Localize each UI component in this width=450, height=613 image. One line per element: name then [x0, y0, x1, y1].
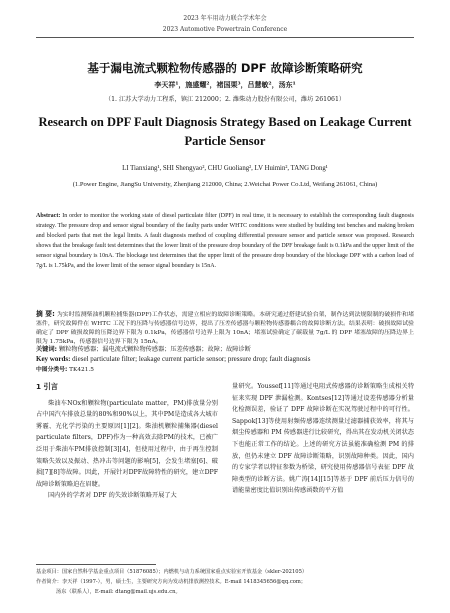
clc-value: TK421.5: [69, 367, 94, 373]
chinese-abstract-label: 摘 要:: [36, 310, 55, 318]
chinese-keywords-text: 颗粒物传感器；漏电流式颗粒物传感器；压差传感器；故障；故障诊断: [59, 346, 251, 353]
intro-paragraph: 柴油车NOx和颗粒物(particulate matter，PM)排放量分别占中国汽车排放总量的80%和90%以上，其中PM是造成各大城市雾霾、光化学污染的主要原因[1][2]。柴油机颗粒捕集器(diesel particulate filters，DPF)作为一种高效去除PM的技术，已被广泛用于柴油车PM排放控制[3][4]，但使用过程中，由于再生控制策略失效以及振动、热冲击等问题的影响[5]，会发生堵塞[6]、破损[7][8]等故障。因此，开展针对DPF故障特性的研究，建立DPF故障诊断策略迫在眉睫。: [36, 399, 218, 488]
clc-label: 中图分类号:: [36, 367, 68, 373]
body-column-right: [232, 381, 414, 497]
intro-paragraph: 国内外的学者对 DPF 的失效诊断策略开展了大: [48, 492, 177, 500]
footnote-rule: [36, 564, 156, 565]
clc-number: [36, 366, 414, 375]
section-heading-intro: 1 引言: [36, 382, 58, 391]
chinese-authors: 李天祥¹，施盛耀²，褚国栗³，吕慧敏²，汤东¹: [154, 80, 296, 89]
english-abstract-label: Abstract:: [36, 213, 61, 219]
footnote-author: 作者简介：李天祥（1997-），男，硕士生，主要研究方向为发动机排放测控技术。E-mail 1418345656@qq.com；: [36, 579, 306, 585]
chinese-keywords-label: 关键词:: [36, 346, 58, 353]
chinese-keywords: [36, 345, 414, 354]
english-keywords: [36, 355, 414, 364]
footnote-contact: 汤东（联系人），E-mail: dtang@mail.ujs.edu.cn。: [56, 589, 181, 595]
english-affiliation: (1.Power Engine, JiangSu University, Zhenjiang 212000, China; 2.Weichai Power Co.Ltd, Weifang 261061, China): [72, 181, 378, 188]
english-abstract: [36, 212, 414, 271]
english-abstract-text: In order to monitor the working state of diesel particulate filter (DPF) in real time, it is necessary to establish the corresponding fault diagnosis strategy. The pressure drop and sensor signal boundary of the faulty parts under WHTC conditions were studied by building test benches and making broken and blocked parts that met the legal limits. A fault diagnosis method of coupling differential pressure sensor and particle sensor was proposed. Research shows that the breakage fault test determines that the lower limit of the pressure drop boundary of the DPF breakage fault is 0.1kPa and the upper limit of the sensor signal boundary is 10nA. The blockage test determines that the upper limit of the pressure drop boundary of the blockage DPF with a carbon load of 7g/L is 1.75kPa, and the lower limit of the sensor signal boundary is 15nA.: [36, 213, 414, 269]
footnote-fund: 基金项目：国家自然科学基金重点项目（51876085）；内燃机与动力系统国家重点实验室开放基金（skler-202105）: [36, 569, 308, 575]
english-keywords-text: diesel particulate filter; leakage current particle sensor; pressure drop; fault diagnosis: [72, 355, 311, 363]
running-head-cn: 2023 年车用动力联合学术年会: [183, 15, 267, 22]
english-keywords-label: Key words:: [36, 355, 71, 363]
chinese-abstract: [36, 310, 414, 347]
english-title: Research on DPF Fault Diagnosis Strategy Based on Leakage Current Particle Sensor: [38, 115, 412, 148]
header-rule: [36, 37, 414, 38]
body-column-left: [36, 381, 218, 502]
english-authors: LI Tianxiang¹, SHI Shengyao², CHU Guoliang², LV Huimin², TANG Dong¹: [122, 165, 328, 172]
chinese-abstract-text: 为实时监测柴油机颗粒捕集器(DPF)工作状态，需建立相应的故障诊断策略。本研究通过搭建试验台架，制作达到法规限制的破损件和堵塞件，研究故障件在 WHTC 工况下的压降与传感器信号边界，提出了压差传感器与颗粒物传感器耦合的故障诊断方法。结果表明：破损故障试验确定了 DPF 破损故障的压降边界下限为 0.1kPa，传感器信号边界上限为 10nA；堵塞试验确定了碳载量 7g/L 的 DPF 堵塞故障的压降边界上限为 1.75kPa，传感器信号边界下限为 15nA。: [36, 312, 414, 345]
chinese-affiliation: （1. 江苏大学动力工程系，镇江 212000；2. 潍柴动力股份有限公司，潍坊 261061）: [104, 96, 346, 103]
running-head-en: 2023 Automotive Powertrain Conference: [162, 26, 288, 33]
intro-paragraph: 量研究。Youssef[11]等通过电阻式传感器的诊断策略生成相关特征来实现 DPF 泄漏检测。Kontses[12]等通过设差传感器分析量化检测误差，验证了 DPF 故障诊断在实况驾驶过程中的可行性。Sappok[13]等使用射频传感器连续测量过滤器捕获效率，将其与烟尘传感器和 PM 传感器进行比较研究，得出其在发动机关闭状态下也能正常工作的结论。上述的研究方法虽能准确检测 PM 的排放，但仍未建立 DPF 故障诊断策略，识别故障种类。因此，国内的专家学者以特征参数为桥梁，研究使用传感器信号表征 DPF 故障类型的诊断方法。姚广涛[14][15]等基于 DPF 前后压力信号的谱能量密度比值识别出传感函数的平方值: [232, 383, 414, 495]
chinese-title: 基于漏电流式颗粒物传感器的 DPF 故障诊断策略研究: [87, 61, 363, 75]
